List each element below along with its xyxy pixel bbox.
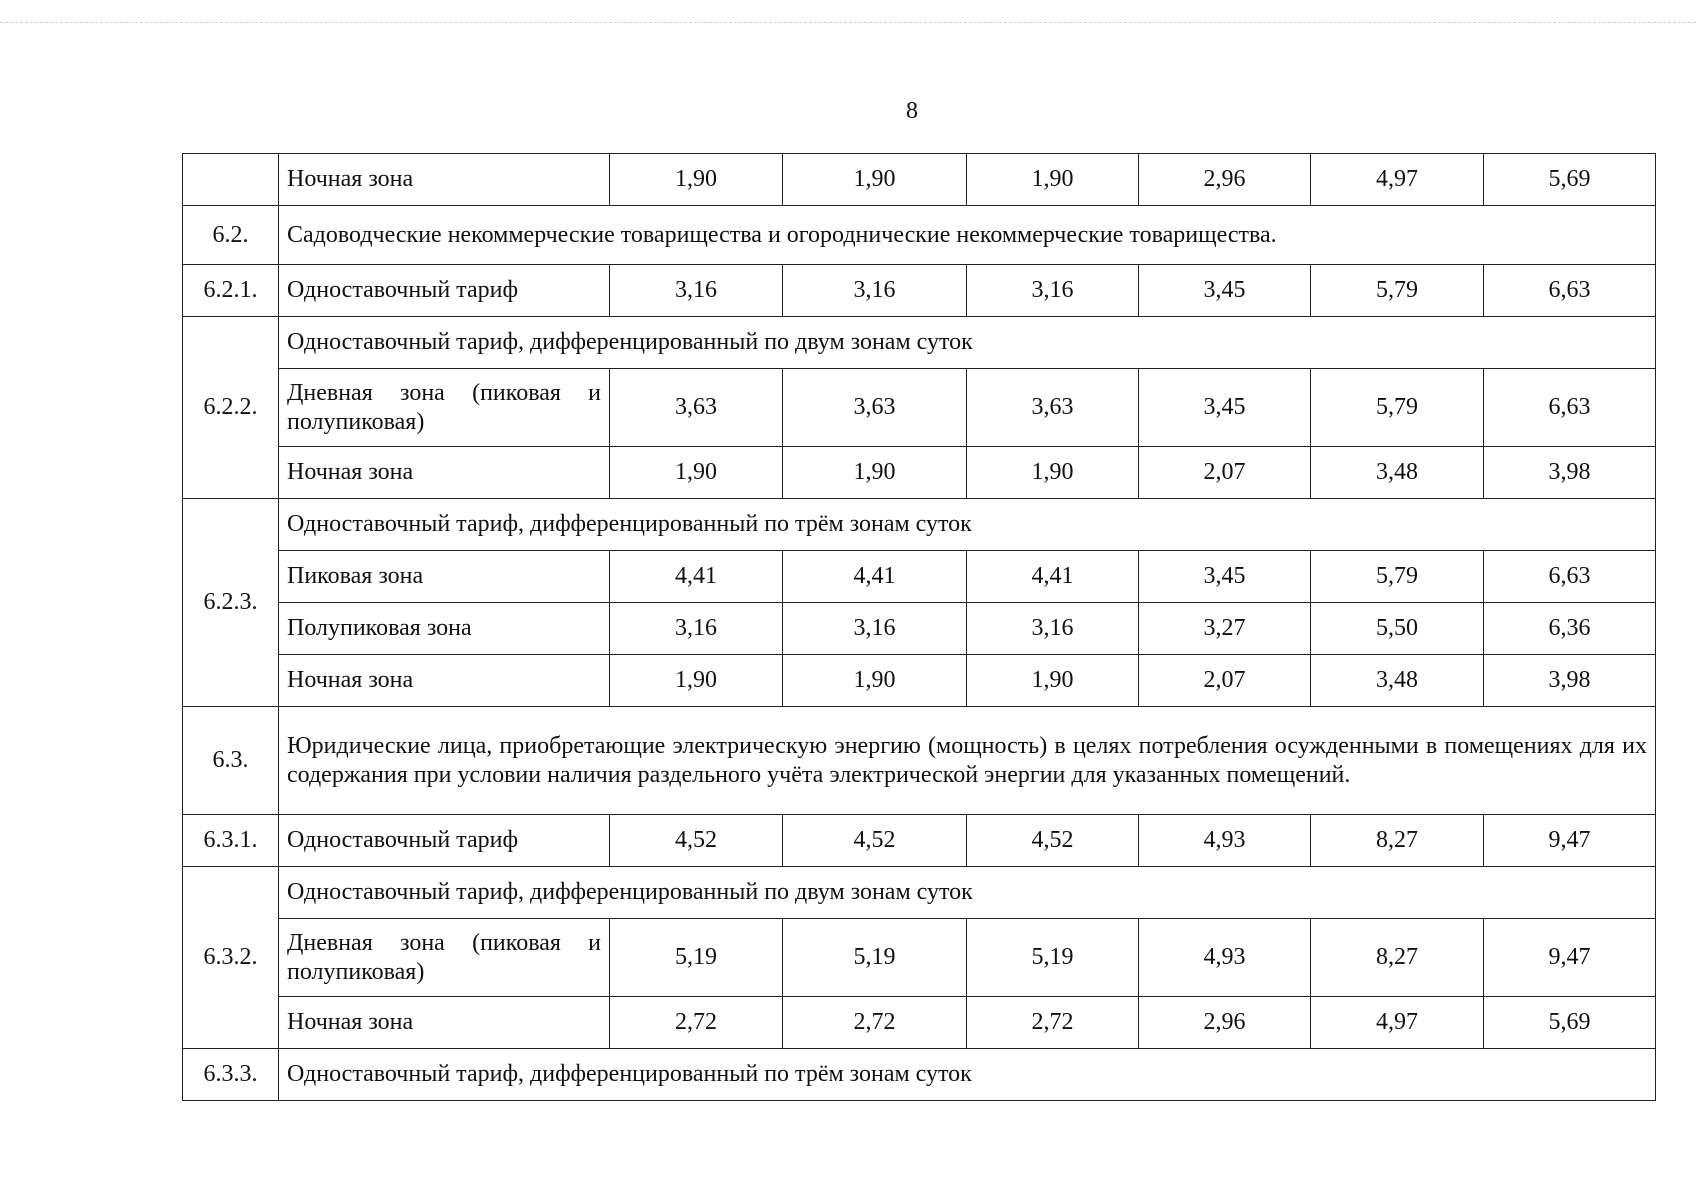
value-cell: 3,63 [610,369,783,447]
table-row [183,551,1656,603]
value-cell: 4,97 [1311,154,1484,206]
value-cell: 4,52 [783,815,967,867]
value-cell: 3,98 [1484,655,1656,707]
value-cell: 5,79 [1311,265,1484,317]
value-cell: 3,45 [1139,265,1311,317]
value-cell: 3,48 [1311,655,1484,707]
table-row [183,603,1656,655]
table-row [183,265,1656,317]
row-label: Ночная зона [279,997,610,1049]
value-cell: 3,45 [1139,551,1311,603]
value-cell: 2,96 [1139,154,1311,206]
row-number: 6.2.3. [183,499,279,707]
value-cell: 1,90 [783,655,967,707]
value-cell: 1,90 [783,447,967,499]
row-label: Одноставочный тариф [279,265,610,317]
table-row [183,447,1656,499]
value-cell: 8,27 [1311,815,1484,867]
row-number: 6.2.2. [183,317,279,499]
section-title: Садоводческие некоммерческие товарищества и огороднические некоммерческие товарищества. [279,206,1656,265]
subsection-title: Одноставочный тариф, дифференцированный по двум зонам суток [279,867,1656,919]
subsection-title: Одноставочный тариф, дифференцированный по двум зонам суток [279,317,1656,369]
row-number-cell [183,154,279,206]
value-cell: 1,90 [610,447,783,499]
row-number: 6.3.3. [183,1049,279,1101]
value-cell: 5,69 [1484,154,1656,206]
row-label: Ночная зона [279,655,610,707]
subsection-header-row [183,317,1656,369]
row-label: Ночная зона [279,154,610,206]
subsection-title: Одноставочный тариф, дифференцированный по трём зонам суток [279,499,1656,551]
section-row [183,707,1656,815]
table-row [183,154,1656,206]
value-cell: 5,79 [1311,551,1484,603]
value-cell: 2,72 [610,997,783,1049]
value-cell: 3,48 [1311,447,1484,499]
value-cell: 1,90 [967,154,1139,206]
value-cell: 1,90 [967,447,1139,499]
value-cell: 4,41 [967,551,1139,603]
value-cell: 3,98 [1484,447,1656,499]
row-label: Пиковая зона [279,551,610,603]
subsection-header-row [183,867,1656,919]
value-cell: 2,07 [1139,447,1311,499]
row-number: 6.2.1. [183,265,279,317]
value-cell: 9,47 [1484,919,1656,997]
value-cell: 6,63 [1484,369,1656,447]
value-cell: 1,90 [967,655,1139,707]
row-label: Дневная зона (пиковая и полупиковая) [279,919,610,997]
subsection-title: Одноставочный тариф, дифференцированный по трём зонам суток [279,1049,1656,1101]
scan-edge-line [0,22,1696,23]
tariff-table [182,153,1656,1101]
value-cell: 4,41 [610,551,783,603]
row-label: Ночная зона [279,447,610,499]
value-cell: 2,07 [1139,655,1311,707]
value-cell: 2,72 [783,997,967,1049]
value-cell: 6,36 [1484,603,1656,655]
value-cell: 3,63 [783,369,967,447]
value-cell: 1,90 [610,154,783,206]
value-cell: 4,93 [1139,815,1311,867]
subsection-header-row [183,499,1656,551]
value-cell: 2,72 [967,997,1139,1049]
value-cell: 1,90 [610,655,783,707]
row-number: 6.3.1. [183,815,279,867]
value-cell: 5,50 [1311,603,1484,655]
value-cell: 4,93 [1139,919,1311,997]
table-row [183,815,1656,867]
value-cell: 9,47 [1484,815,1656,867]
value-cell: 3,16 [610,603,783,655]
value-cell: 1,90 [783,154,967,206]
value-cell: 3,45 [1139,369,1311,447]
value-cell: 3,63 [967,369,1139,447]
value-cell: 3,16 [967,603,1139,655]
value-cell: 5,79 [1311,369,1484,447]
value-cell: 3,16 [967,265,1139,317]
row-label: Одноставочный тариф [279,815,610,867]
value-cell: 2,96 [1139,997,1311,1049]
value-cell: 3,16 [783,603,967,655]
table-row [183,919,1656,997]
value-cell: 6,63 [1484,265,1656,317]
value-cell: 3,27 [1139,603,1311,655]
value-cell: 4,52 [610,815,783,867]
value-cell: 4,97 [1311,997,1484,1049]
row-number: 6.2. [183,206,279,265]
section-title: Юридические лица, приобретающие электрическую энергию (мощность) в целях потребления осужденными в помещениях для их содержания при условии наличия раздельного учёта электрической энергии для указанных помещений. [279,707,1656,815]
table-row [183,997,1656,1049]
section-row [183,206,1656,265]
row-label: Полупиковая зона [279,603,610,655]
value-cell: 3,16 [783,265,967,317]
page-number: 8 [906,98,918,124]
value-cell: 5,19 [967,919,1139,997]
table-row [183,655,1656,707]
value-cell: 3,16 [610,265,783,317]
row-label: Дневная зона (пиковая и полупиковая) [279,369,610,447]
value-cell: 5,69 [1484,997,1656,1049]
row-number: 6.3. [183,707,279,815]
value-cell: 6,63 [1484,551,1656,603]
value-cell: 5,19 [610,919,783,997]
table-row [183,369,1656,447]
value-cell: 5,19 [783,919,967,997]
subsection-header-row [183,1049,1656,1101]
row-number: 6.3.2. [183,867,279,1049]
value-cell: 8,27 [1311,919,1484,997]
value-cell: 4,52 [967,815,1139,867]
value-cell: 4,41 [783,551,967,603]
